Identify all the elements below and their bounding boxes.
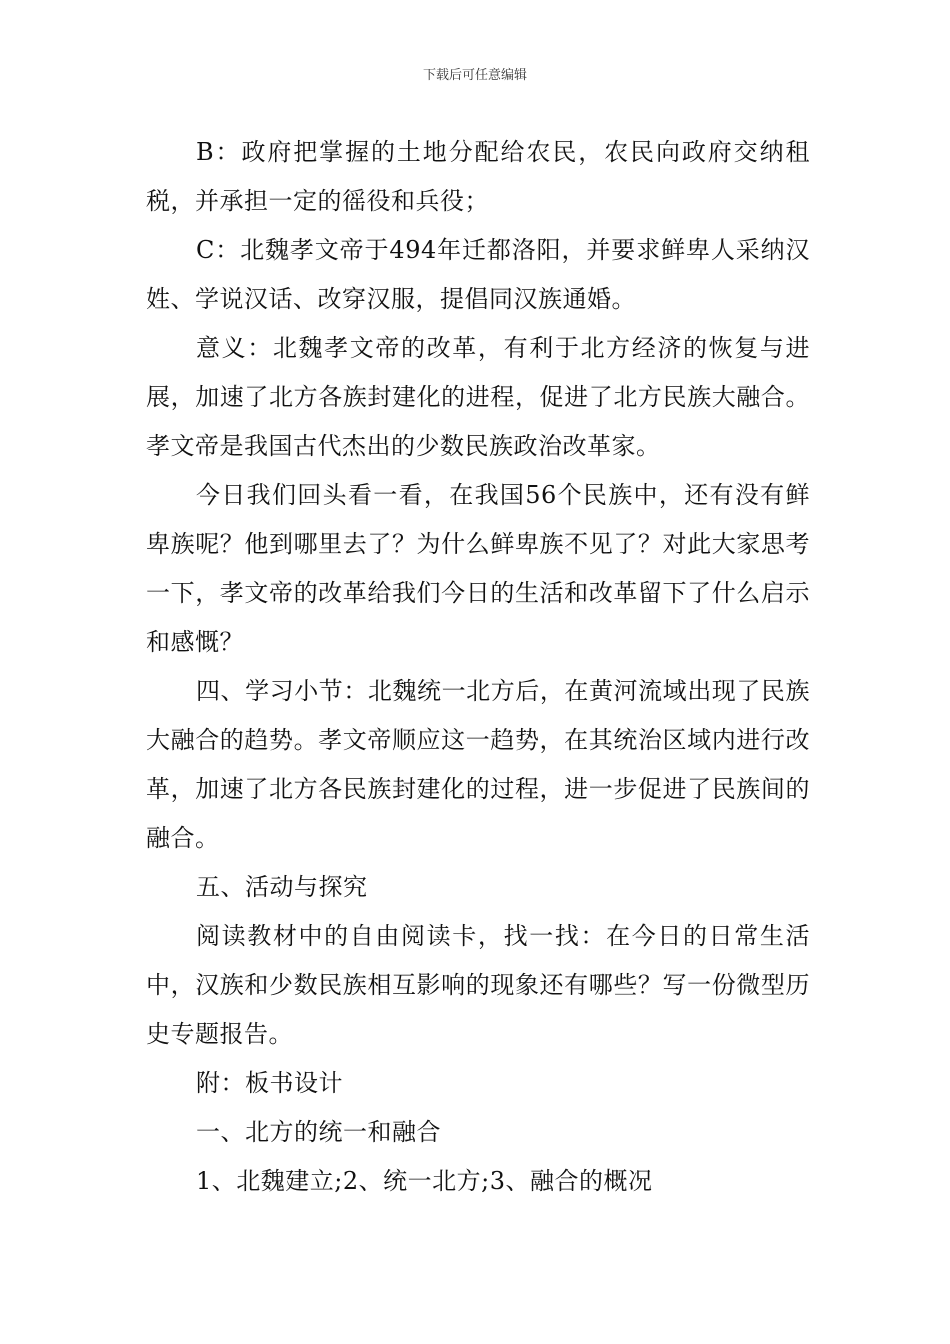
document-body: [146, 128, 810, 1206]
paragraph-activity-task: 阅读教材中的自由阅读卡，找一找：在今日的日常生活中，汉族和少数民族相互影响的现象还有哪些？写一份微型历史专题报告。: [146, 922, 810, 1048]
section-heading-board-design: 附：板书设计: [196, 1069, 343, 1097]
paragraph-reflection-question: 今日我们回头看一看，在我国56个民族中，还有没有鲜卑族呢？他到哪里去了？为什么鲜卑族不见了？对此大家思考一下，孝文帝的改革给我们今日的生活和改革留下了什么启示和感慨？: [146, 481, 810, 656]
page-header: 下载后可任意编辑: [422, 68, 527, 83]
board-design-items: 1、北魏建立;2、统一北方;3、融合的概况: [196, 1167, 653, 1195]
paragraph-land-distribution: B：政府把掌握的土地分配给农民，农民向政府交纳租税，并承担一定的徭役和兵役；: [146, 138, 810, 215]
section-heading-activity: 五、活动与探究: [196, 873, 368, 901]
board-design-title: 一、北方的统一和融合: [196, 1118, 441, 1146]
paragraph-significance: 意义：北魏孝文帝的改革，有利于北方经济的恢复与进展，加速了北方各族封建化的进程，促进了北方民族大融合。孝文帝是我国古代杰出的少数民族政治改革家。: [146, 334, 810, 460]
paragraph-summary: 四、学习小节：北魏统一北方后，在黄河流域出现了民族大融合的趋势。孝文帝顺应这一趋势，在其统治区域内进行改革，加速了北方各民族封建化的过程，进一步促进了民族间的融合。: [146, 677, 810, 852]
paragraph-capital-relocation: C：北魏孝文帝于494年迁都洛阳，并要求鲜卑人采纳汉姓、学说汉话、改穿汉服，提倡同汉族通婚。: [146, 236, 810, 313]
